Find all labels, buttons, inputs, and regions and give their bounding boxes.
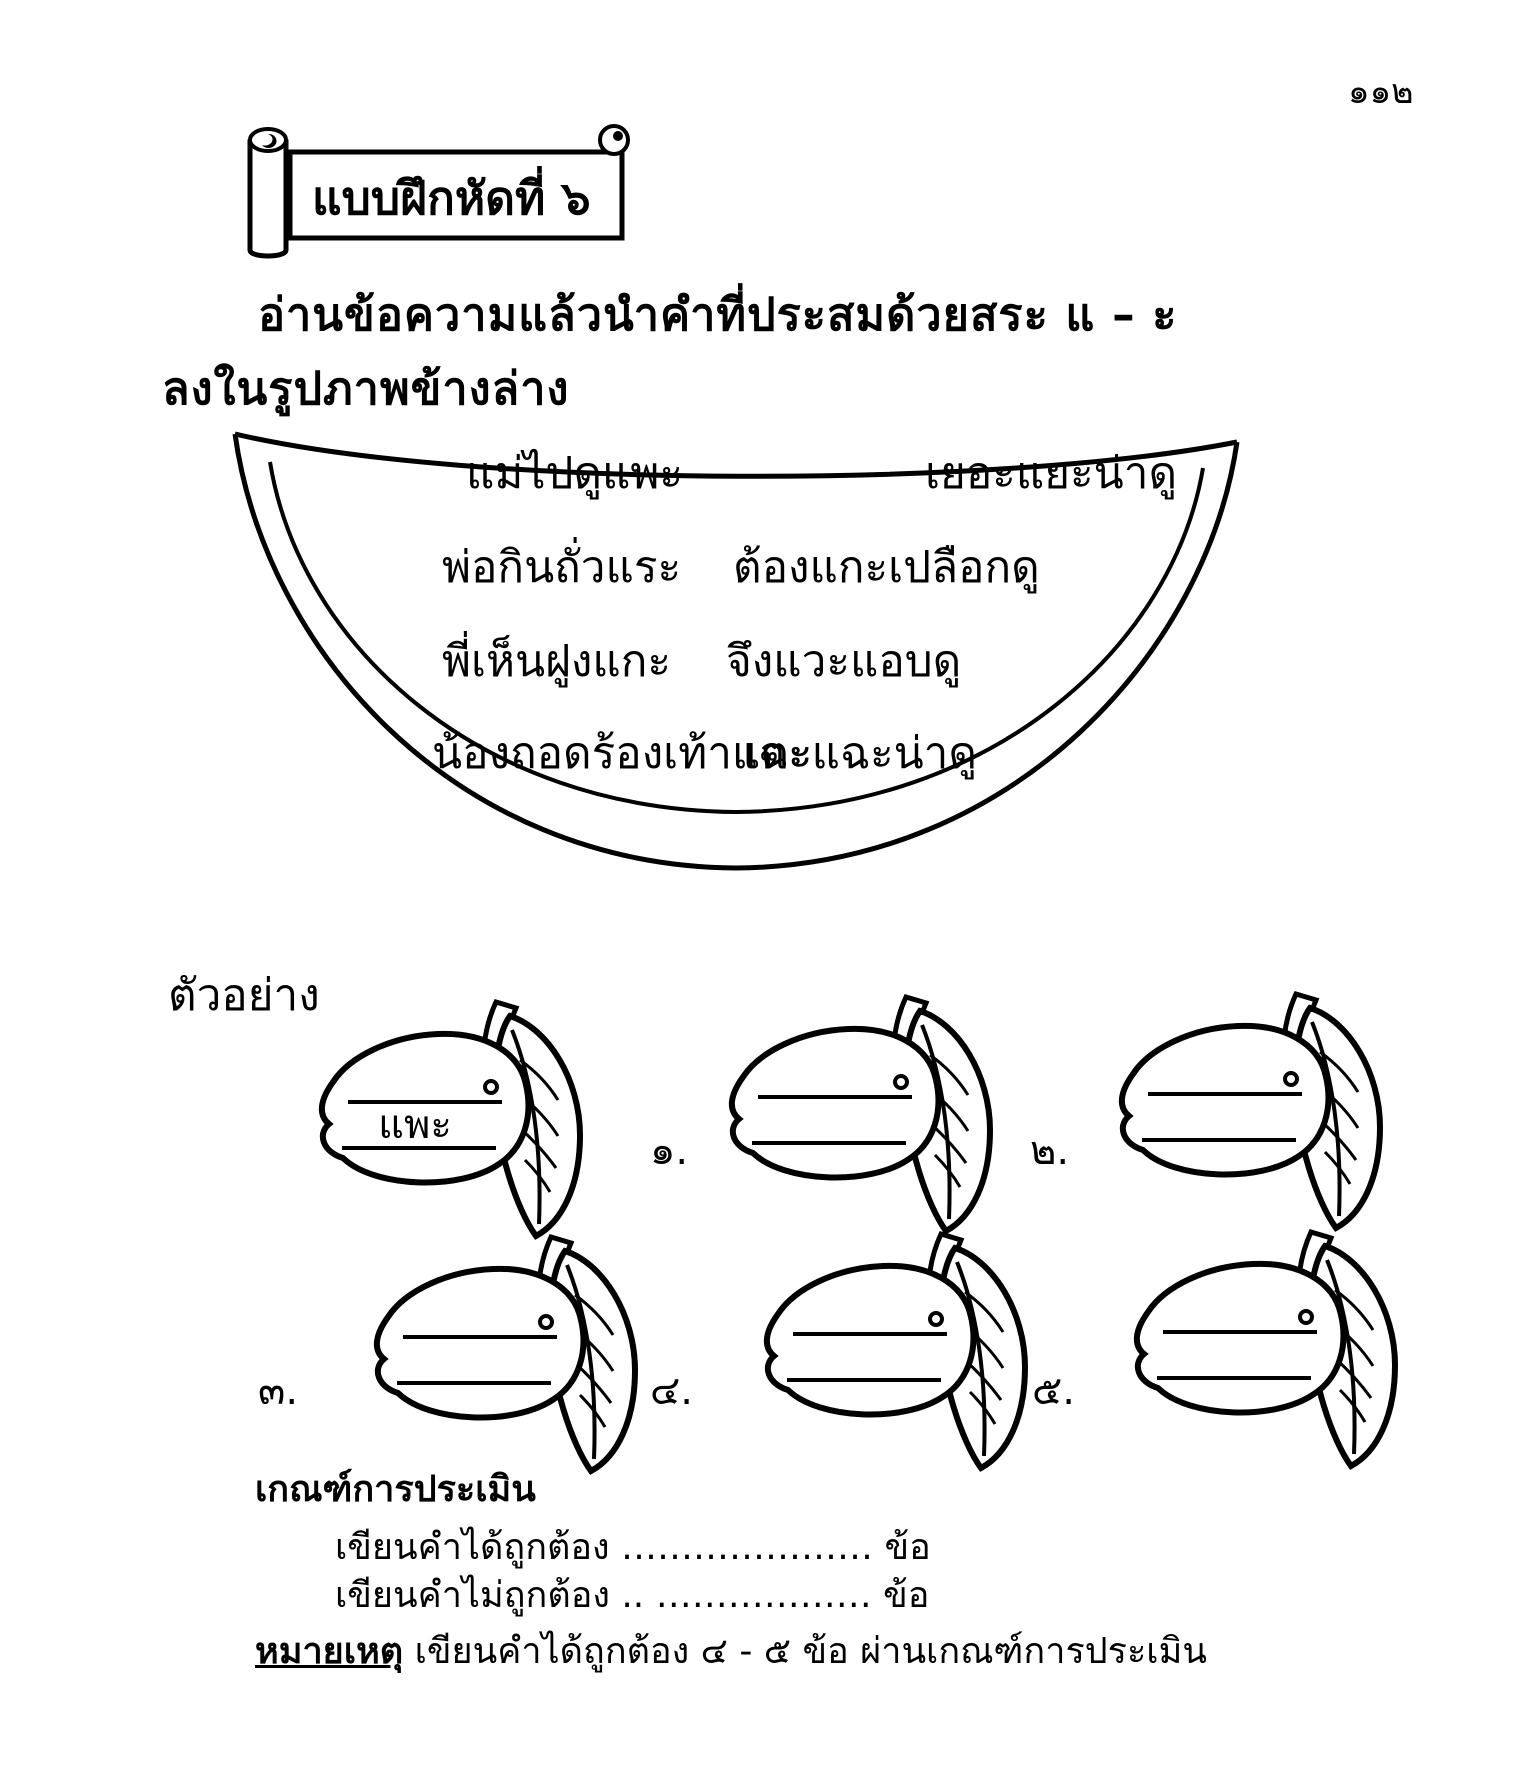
mango-4-answer-slot[interactable] — [780, 1334, 940, 1380]
poem-row3-left: พี่เห็นฝูงแกะ — [442, 636, 672, 687]
poem-row2-left: พ่อกินถั่วแระ — [442, 542, 682, 593]
instruction-line-1: อ่านข้อความแล้วนำคำที่ประสมด้วยสระ แ – ะ — [258, 288, 1178, 341]
evaluation-line-correct: เขียนคำได้ถูกต้อง ………………… ข้อ — [335, 1527, 931, 1568]
poem-row1-right: เยอะแยะน่าดู — [925, 448, 1178, 499]
poem-row3-right: จึงแวะแอบดู — [726, 636, 962, 687]
mango-3-answer-slot[interactable] — [390, 1337, 550, 1383]
mango-2-number: ๒. — [1030, 1128, 1070, 1174]
mango-2 — [1090, 982, 1390, 1232]
mango-example — [290, 990, 590, 1240]
poem-row4-left: น้องถอดร้องเท้าแตะ — [432, 728, 813, 779]
mango-4-number: ๔. — [650, 1368, 693, 1414]
poem-row4-right: เฉะแฉะน่าดู — [743, 728, 977, 779]
instruction-line-2: ลงในรูปภาพข้างล่าง — [162, 362, 570, 415]
mango-1 — [700, 985, 1000, 1235]
note-text: เขียนคำได้ถูกต้อง ๔ - ๕ ข้อ ผ่านเกณฑ์การประเมิน — [403, 1631, 1207, 1672]
example-label: ตัวอย่าง — [168, 970, 320, 1021]
mango-1-number: ๑. — [650, 1128, 689, 1174]
evaluation-line-incorrect: เขียนคำไม่ถูกต้อง .. ……………… ข้อ — [335, 1575, 930, 1616]
mango-5-number: ๕. — [1032, 1368, 1075, 1414]
banner-title: แบบฝึกหัดที่ ๖ — [312, 171, 591, 225]
mango-3-number: ๓. — [258, 1368, 299, 1414]
mango-5 — [1105, 1220, 1405, 1470]
evaluation-heading: เกณฑ์การประเมิน — [255, 1469, 536, 1510]
mango-3 — [345, 1225, 645, 1475]
mango-1-answer-slot[interactable] — [745, 1097, 905, 1143]
evaluation-note — [255, 1622, 1207, 1679]
poem-row1-left: แม่ไปดูแพะ — [466, 448, 683, 499]
mango-example-word: แพะ — [378, 1102, 452, 1148]
mango-4 — [735, 1222, 1035, 1472]
page-number: ๑๑๒ — [1348, 72, 1414, 112]
mango-5-answer-slot[interactable] — [1150, 1332, 1310, 1378]
poem-row2-right: ต้องแกะเปลือกดู — [733, 542, 1040, 593]
mango-2-answer-slot[interactable] — [1135, 1094, 1295, 1140]
note-label: หมายเหตุ — [255, 1631, 404, 1672]
